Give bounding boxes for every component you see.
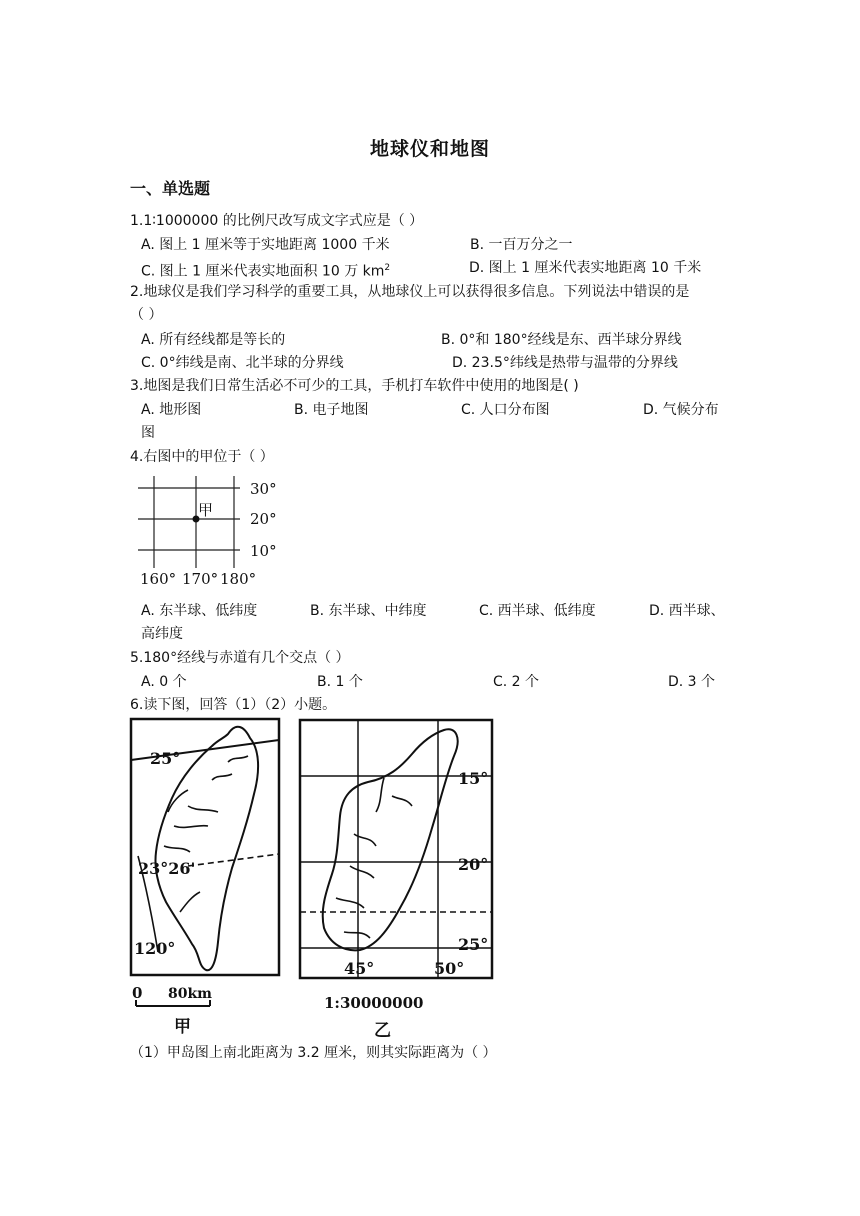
- page-title: 地球仪和地图: [369, 138, 490, 160]
- q4-option-d: D. 西半球、: [649, 603, 725, 619]
- yi-lon-50: 50°: [434, 959, 465, 978]
- question-2-stem: 2.地球仪是我们学习科学的重要工具，从地球仪上可以获得很多信息。下列说法中错误的是: [130, 284, 690, 300]
- q1-option-b: B. 一百万分之一: [470, 237, 573, 253]
- jia-lat-25: 25°: [150, 749, 181, 768]
- lon-label-170: 170°: [182, 570, 219, 588]
- map-yi: [296, 716, 500, 1042]
- q5-option-b: B. 1 个: [317, 674, 363, 690]
- q4-option-c: C. 西半球、低纬度: [479, 603, 596, 619]
- q5-option-a: A. 0 个: [141, 674, 187, 690]
- lon-label-160: 160°: [140, 570, 177, 588]
- yi-lat-20: 20°: [458, 855, 489, 874]
- q2-option-c: C. 0°纬线是南、北半球的分界线: [141, 355, 344, 371]
- question-2-stem-cont: （ ）: [130, 307, 163, 323]
- question-1-stem: 1.1∶1000000 的比例尺改写成文字式应是（ ）: [130, 213, 424, 229]
- q4-option-a: A. 东半球、低纬度: [141, 603, 258, 619]
- question-6-stem: 6.读下图，回答（1）（2）小题。: [130, 697, 337, 713]
- yi-caption: 乙: [374, 1021, 391, 1041]
- yi-scale: 1:30000000: [324, 994, 424, 1012]
- lon-label-180: 180°: [220, 570, 257, 588]
- jia-caption: 甲: [174, 1017, 191, 1037]
- yi-lat-25: 25°: [458, 935, 489, 954]
- lat-label-20: 20°: [250, 510, 277, 528]
- q2-option-a: A. 所有经线都是等长的: [141, 332, 286, 348]
- q3-option-d: D. 气候分布: [643, 402, 719, 418]
- jia-scale-length: 80km: [168, 986, 212, 1002]
- point-jia-label: 甲: [198, 501, 214, 519]
- q5-option-d: D. 3 个: [668, 674, 716, 690]
- q1-option-c-sup: 2: [384, 263, 391, 273]
- q4-option-d-cont: 高纬度: [141, 626, 183, 642]
- jia-lon-120: 120°: [134, 939, 176, 958]
- yi-lat-15: 15°: [458, 769, 489, 788]
- map-jia: [128, 716, 284, 1042]
- question-4-stem: 4.右图中的甲位于（ ）: [130, 449, 274, 465]
- q5-option-c: C. 2 个: [493, 674, 540, 690]
- jia-lat-2326: 23°26': [138, 859, 196, 878]
- question-3-stem: 3.地图是我们日常生活必不可少的工具，手机打车软件中使用的地图是( ): [130, 378, 579, 394]
- question-5-stem: 5.180°经线与赤道有几个交点（ ）: [130, 650, 350, 666]
- q1-option-a: A. 图上 1 厘米等于实地距离 1000 千米: [141, 237, 390, 253]
- q2-option-d: D. 23.5°纬线是热带与温带的分界线: [452, 355, 678, 371]
- lat-label-10: 10°: [250, 542, 277, 560]
- q1-option-d: D. 图上 1 厘米代表实地距离 10 千米: [469, 260, 702, 276]
- lat-label-30: 30°: [250, 480, 277, 498]
- q3-option-d-cont: 图: [141, 425, 155, 441]
- q4-grid-figure: [136, 472, 286, 594]
- section-heading: 一、单选题: [130, 179, 211, 198]
- q1-option-c-text: C. 图上 1 厘米代表实地面积 10 万 km: [141, 263, 385, 280]
- q4-option-b: B. 东半球、中纬度: [310, 603, 427, 619]
- q1-option-c: [141, 259, 390, 281]
- q2-option-b: B. 0°和 180°经线是东、西半球分界线: [441, 332, 682, 348]
- q3-option-b: B. 电子地图: [294, 402, 369, 418]
- q6-subquestion-1: （1）甲岛图上南北距离为 3.2 厘米，则其实际距离为（ ）: [130, 1045, 497, 1061]
- q3-option-c: C. 人口分布图: [461, 402, 550, 418]
- jia-scale-zero: 0: [132, 984, 143, 1002]
- yi-lon-45: 45°: [344, 959, 375, 978]
- q3-option-a: A. 地形图: [141, 402, 202, 418]
